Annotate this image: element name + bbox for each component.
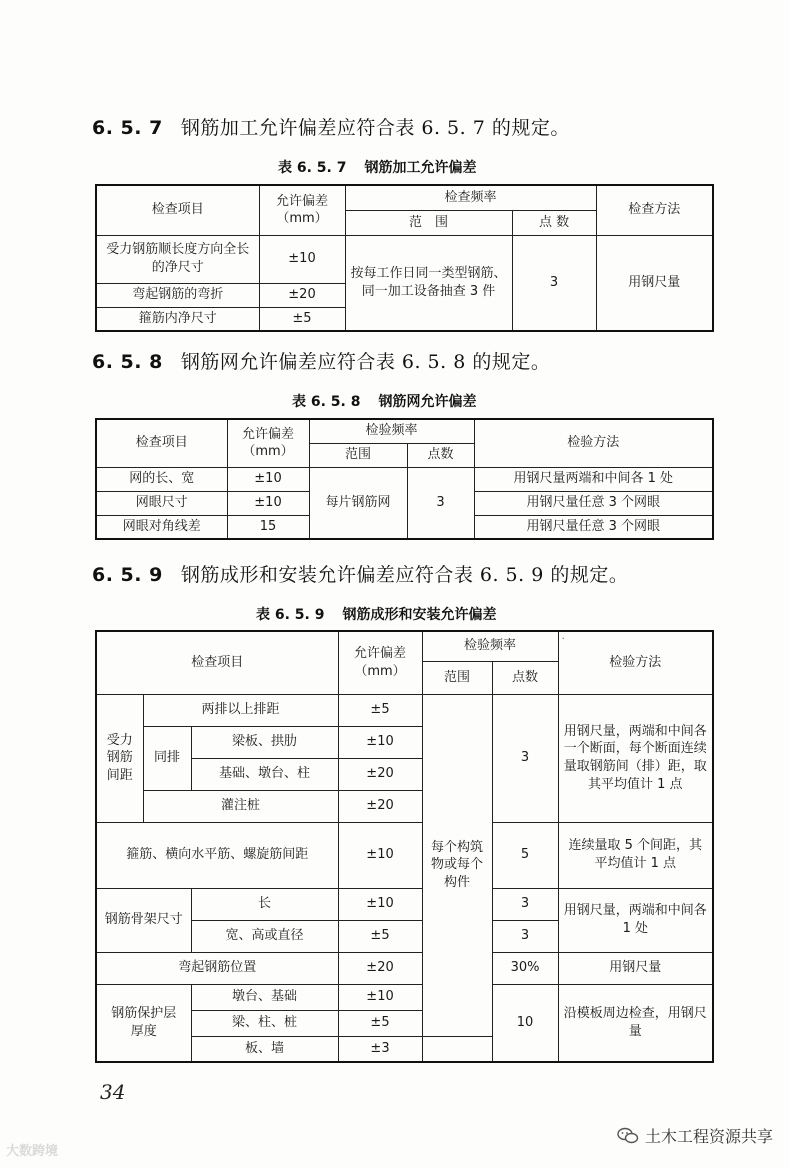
section-text: 钢筋网允许偏差应符合表 6. 5. 8 的规定。	[180, 351, 551, 373]
table-cell-tolerance: ±20	[259, 283, 345, 307]
header-tolerance	[227, 419, 309, 467]
wechat-icon	[617, 1127, 639, 1145]
table-caption-number: 表 6. 5. 9	[256, 607, 325, 623]
table-cell-item: 两排以上排距	[143, 694, 338, 726]
header-tolerance-line2: （mm）	[242, 444, 294, 460]
table-cell-tolerance: 15	[227, 515, 309, 539]
table-cell-tolerance: ±10	[227, 491, 309, 515]
table-caption-6-5-7	[278, 157, 476, 177]
table-cell-range: 每个构筑物或每个构件	[422, 694, 492, 1036]
table-cell-item: 弯起钢筋位置	[96, 952, 338, 984]
header-frequency: 检验频率	[422, 631, 558, 661]
table-cell-item: 箍筋内净尺寸	[96, 307, 259, 331]
table-cell-item: 梁、柱、桩	[191, 1010, 338, 1036]
watermark-right-text: 土木工程资源共享	[644, 1127, 773, 1146]
table-cell-points: 30%	[492, 952, 558, 984]
header-range: 范围	[422, 661, 492, 694]
table-cell-method: 用钢尺量任意 3 个网眼	[474, 515, 713, 539]
table-cell-points: 5	[492, 822, 558, 888]
table-cell-tolerance: ±10	[338, 984, 422, 1010]
table-cell-range: 按每工作日同一类型钢筋、同一加工设备抽查 3 件	[345, 235, 512, 331]
header-item: 检查项目	[96, 419, 227, 467]
table-cell-item: 长	[191, 888, 338, 920]
header-tolerance	[338, 631, 422, 694]
group-label-cage: 钢筋骨架尺寸	[96, 888, 191, 952]
header-tolerance-line2: （mm）	[354, 663, 406, 679]
section-text: 钢筋加工允许偏差应符合表 6. 5. 7 的规定。	[180, 117, 570, 139]
header-tolerance	[259, 185, 345, 235]
table-cell-points: 10	[492, 984, 558, 1062]
table-6-5-9	[95, 630, 714, 1063]
section-heading-6-5-9	[92, 560, 628, 587]
table-cell-item: 网眼对角线差	[96, 515, 227, 539]
table-cell-method: 沿模板周边检查，用钢尺量	[558, 984, 713, 1062]
header-method	[558, 631, 713, 694]
table-caption-title: 钢筋成形和安装允许偏差	[342, 607, 497, 623]
table-cell-method: 用钢尺量任意 3 个网眼	[474, 491, 713, 515]
table-caption-6-5-8	[292, 391, 476, 411]
table-caption-6-5-9	[256, 604, 496, 624]
table-6-5-7	[95, 184, 714, 332]
header-points: 点数	[407, 443, 474, 467]
table-cell-points: 3	[407, 467, 474, 539]
section-number: 6. 5. 9	[92, 564, 163, 586]
watermark-left: 大数跨境	[6, 1144, 59, 1159]
stray-mark: ·	[561, 632, 566, 645]
table-cell-points: 3	[512, 235, 596, 331]
group-label-spacing: 受力钢筋间距	[96, 694, 143, 822]
table-cell-points: 3	[492, 920, 558, 952]
table-cell-points: 3	[492, 694, 558, 822]
table-caption-number: 表 6. 5. 7	[278, 160, 347, 176]
table-cell-item: 宽、高或直径	[191, 920, 338, 952]
watermark-right	[617, 1124, 773, 1147]
table-cell-item: 箍筋、横向水平筋、螺旋筋间距	[96, 822, 338, 888]
table-cell-method: 用钢尺量两端和中间各 1 处	[474, 467, 713, 491]
table-cell-tolerance: ±5	[259, 307, 345, 331]
table-cell-item: 弯起钢筋的弯折	[96, 283, 259, 307]
header-points: 点 数	[512, 210, 596, 235]
section-heading-6-5-8	[92, 347, 550, 374]
table-cell-tolerance: ±3	[338, 1036, 422, 1062]
header-tolerance-line1: 允许偏差	[241, 426, 294, 442]
header-frequency: 检验频率	[309, 419, 474, 443]
header-method: 检查方法	[596, 185, 713, 235]
header-points: 点数	[492, 661, 558, 694]
table-cell-item: 网的长、宽	[96, 467, 227, 491]
table-cell-method: 用钢尺量，两端和中间各一个断面，每个断面连续量取钢筋间（排）距，取其平均值计 1 点	[558, 694, 713, 822]
table-cell-method: 连续量取 5 个间距，其平均值计 1 点	[558, 822, 713, 888]
section-text: 钢筋成形和安装允许偏差应符合表 6. 5. 9 的规定。	[180, 564, 629, 586]
table-cell-tolerance: ±20	[338, 790, 422, 822]
table-cell-tolerance: ±20	[338, 758, 422, 790]
header-item: 检查项目	[96, 185, 259, 235]
table-cell-item: 梁板、拱肋	[191, 726, 338, 758]
table-cell-tolerance: ±20	[338, 952, 422, 984]
table-cell-tolerance: ±5	[338, 694, 422, 726]
table-cell-range: 每片钢筋网	[309, 467, 407, 539]
table-cell-tolerance: ±10	[338, 888, 422, 920]
header-tolerance-line1: 允许偏差	[354, 646, 407, 662]
table-cell-method: 用钢尺量	[596, 235, 713, 331]
table-cell-method: 用钢尺量，两端和中间各 1 处	[558, 888, 713, 952]
table-cell-item: 板、墙	[191, 1036, 338, 1062]
table-cell-tolerance: ±10	[227, 467, 309, 491]
table-cell-item: 受力钢筋顺长度方向全长的净尺寸	[96, 235, 259, 283]
header-method-label: 检验方法	[609, 654, 662, 670]
page-number: 34	[100, 1080, 126, 1104]
header-frequency: 检查频率	[345, 185, 596, 210]
table-cell-tolerance: ±5	[338, 920, 422, 952]
table-cell-item: 墩台、基础	[191, 984, 338, 1010]
header-tolerance-line2: （mm）	[276, 211, 328, 227]
table-cell-item: 网眼尺寸	[96, 491, 227, 515]
table-cell-tolerance: ±10	[338, 726, 422, 758]
header-item: 检查项目	[96, 631, 338, 694]
header-tolerance-line1: 允许偏差	[275, 193, 328, 209]
table-6-5-8	[95, 418, 714, 540]
table-cell-item: 基础、墩台、柱	[191, 758, 338, 790]
table-cell-tolerance: ±10	[259, 235, 345, 283]
section-number: 6. 5. 7	[92, 117, 163, 139]
table-cell-tolerance: ±10	[338, 822, 422, 888]
table-caption-number: 表 6. 5. 8	[292, 394, 361, 410]
section-number: 6. 5. 8	[92, 351, 163, 373]
table-caption-title: 钢筋网允许偏差	[378, 394, 477, 410]
table-cell-item: 灌注桩	[143, 790, 338, 822]
header-range: 范 围	[345, 210, 512, 235]
section-heading-6-5-7	[92, 113, 570, 140]
group-label-cover: 钢筋保护层厚度	[96, 984, 191, 1062]
table-cell-method: 用钢尺量	[558, 952, 713, 984]
table-caption-title: 钢筋加工允许偏差	[364, 160, 477, 176]
sub-group-label-same-row: 同排	[143, 726, 191, 790]
table-cell-tolerance: ±5	[338, 1010, 422, 1036]
header-method: 检验方法	[474, 419, 713, 467]
table-cell-points: 3	[492, 888, 558, 920]
header-range: 范围	[309, 443, 407, 467]
